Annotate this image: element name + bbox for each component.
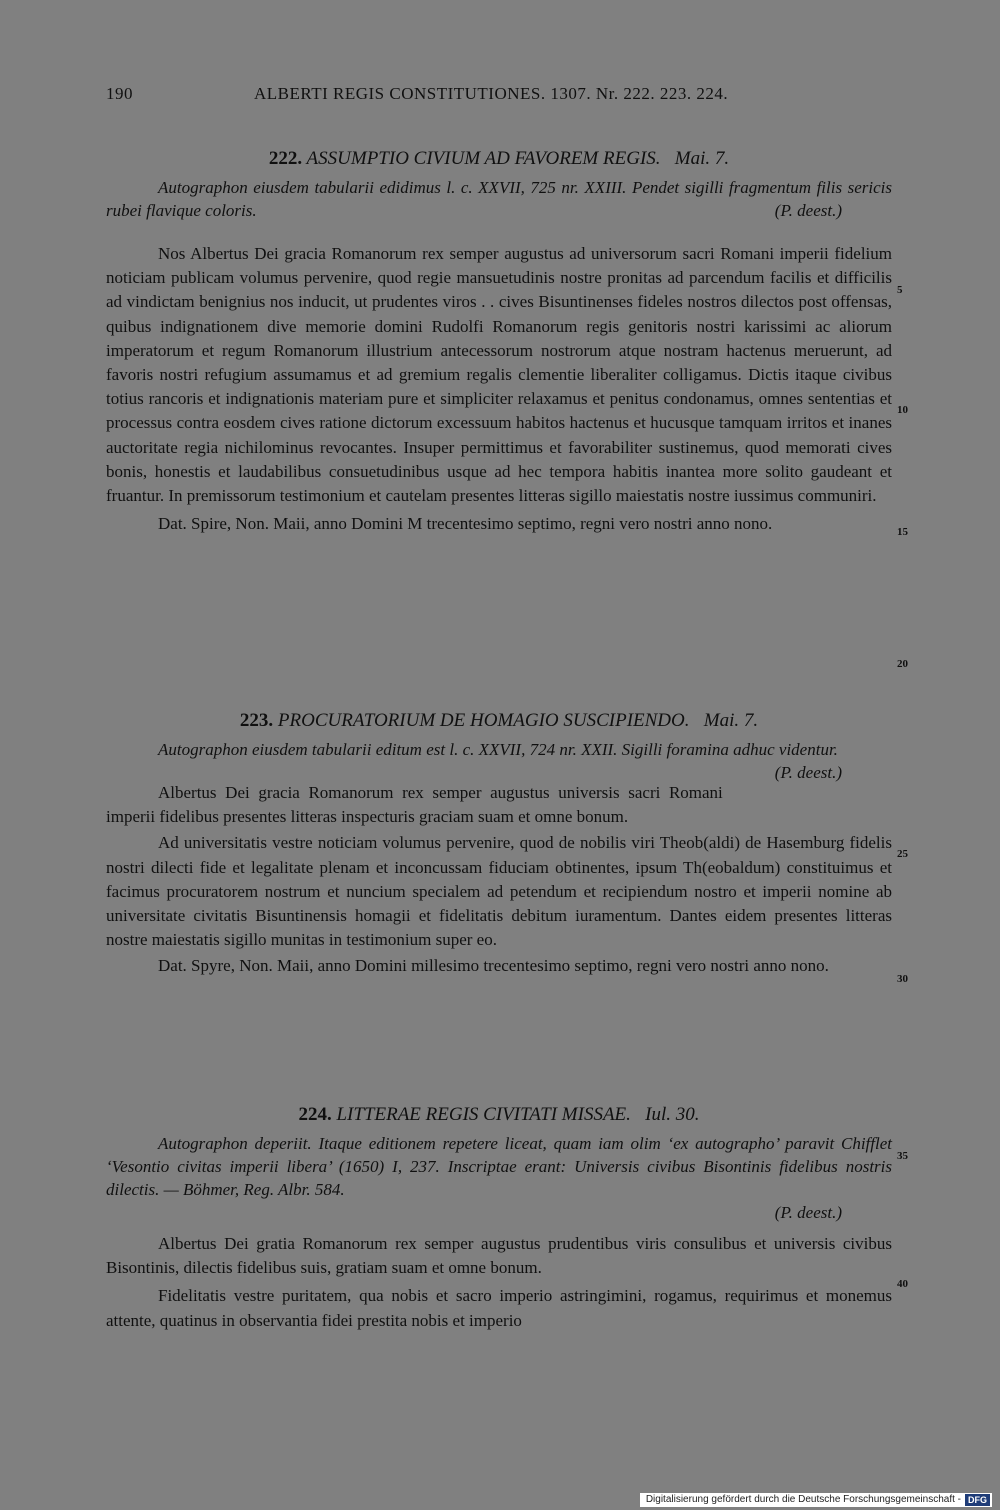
document-title bbox=[106, 710, 892, 732]
document-number: 224. bbox=[298, 1104, 332, 1125]
document-date: Iul. 30. bbox=[645, 1104, 700, 1125]
text-paragraph: Albertus Dei gratia Romanorum rex semper augustus prudentibus viris consulibus et universis civibus Bisontinis, dilectis fidelibus suis, gratiam suam et omne bonum. bbox=[106, 1234, 892, 1278]
text-paragraph: Fidelitatis vestre puritatem, qua nobis et sacro imperio astringimini, rogamus, requirimus et monemus attente, quatinus in observantia fidei prestita nobis et imperio bbox=[106, 1286, 892, 1330]
dfg-logo: DFG bbox=[965, 1494, 990, 1506]
line-number: 30 bbox=[897, 973, 908, 985]
note-text: Autographon eiusdem tabularii editum est l. c. XXVII, 724 nr. XXII. Sigilli foramina adhuc videntur. bbox=[158, 740, 838, 759]
dating-clause: Dat. Spire, Non. Maii, anno Domini M trecentesimo septimo, regni vero nostri anno nono. bbox=[158, 514, 773, 534]
text-paragraph: Ad universitatis vestre noticiam volumus pervenire, quod de nobilis viri Theob(aldi) de Hasemburg fidelis nostri dilecti fide et legalitate plenam et inconcussam fiduciam obtinentes, ipsum Th(eobaldum) constituimus et facimus procuratorem nostrum et nuncium specialem ad petendum et recipiendum nostro et imperii nomine ab universitate civitatis Bisuntinensis homagii et fidelitatis debitum iuramentum. Dantes eidem presentes litteras nostre maiestatis sigillo munitas in testimonium super eo. bbox=[106, 833, 892, 950]
document-text bbox=[106, 242, 892, 536]
document-heading: PROCURATORIUM DE HOMAGIO SUSCIPIENDO. bbox=[277, 710, 690, 731]
document-date: Mai. 7. bbox=[674, 148, 730, 169]
document-222 bbox=[106, 148, 892, 536]
line-number: 5 bbox=[897, 284, 903, 296]
text-paragraph: Albertus Dei gracia Romanorum rex semper augustus universis sacri Romani imperii fidelibus presentes litteras inspecturis graciam suam et omne bonum. bbox=[106, 783, 723, 827]
document-title bbox=[106, 1104, 892, 1126]
note-text: Autographon deperiit. Itaque editionem repetere liceat, quam iam olim ‘ex autographo’ paravit Chifflet ‘Vesontio civitas imperii libera’ (1650) I, 237. Inscriptae erant: Universis civibus Bisontinis fidelibus nostris dilectis. — Böhmer, Reg. Albr. 584. bbox=[106, 1134, 892, 1199]
document-date: Mai. 7. bbox=[703, 710, 759, 731]
document-number: 222. bbox=[268, 148, 303, 169]
document-title bbox=[106, 148, 892, 170]
pdeest-label: (P. deest.) bbox=[774, 201, 842, 220]
text-paragraph: Nos Albertus Dei gracia Romanorum rex semper augustus ad universorum sacri Romani imperii fidelium noticiam publicam volumus pervenire, quod regie mansuetudinis nostre pronitas ad parcendum facilis et difficilis ad vindictam benignius nos inducit, ut prudentes viros . . cives Bisuntinenses fideles nostros dilectos post offensas, quibus indignationem dive memorie domini Rudolfi Romanorum regis genitoris nostri karissimi ac aliorum imperatorum et regum Romanorum illustrium antecessorum nostrorum atque nostram hactenus meruerunt, ad favoris nostri refugium assumamus et ad gremium regalis clementie liberaliter colligamus. Dictis itaque civibus totius rancoris et indignationis materiam pure et simpliciter relaxamus et penitus condonamus, omnes sententias et processus contra eosdem cives ratione dictorum excessuum habitos hactenus et hucusque tamquam irritos et inanes auctoritate regia nichilominus revocantes. Insuper permittimus et favorabiliter sustinemus, quod memorati cives bonis, honestis et laudabilibus consuetudinibus usque ad hec tempora habitis inantea more solito gaudeant et fruantur. In premissorum testimonium et cautelam presentes litteras sigillo maiestatis nostre iussimus communiri. bbox=[106, 244, 892, 506]
line-number: 35 bbox=[897, 1150, 908, 1162]
line-number: 10 bbox=[897, 404, 908, 416]
document-text bbox=[106, 1232, 892, 1333]
pdeest-label: (P. deest.) bbox=[774, 1203, 842, 1222]
running-header bbox=[106, 84, 896, 108]
running-title: ALBERTI REGIS CONSTITUTIONES. 1307. Nr. 222. 223. 224. bbox=[254, 84, 729, 103]
document-text bbox=[106, 781, 892, 979]
dating-clause: Dat. Spyre, Non. Maii, anno Domini millesimo trecentesimo septimo, regni vero nostri anno nono. bbox=[158, 956, 829, 976]
editorial-note bbox=[106, 738, 892, 782]
line-number: 25 bbox=[897, 848, 908, 860]
funding-footer bbox=[640, 1493, 992, 1507]
editorial-note bbox=[106, 1132, 892, 1224]
pdeest-label: (P. deest.) bbox=[774, 763, 842, 782]
line-number: 15 bbox=[897, 526, 908, 538]
footer-text: Digitalisierung gefördert durch die Deutsche Forschungsgemeinschaft - bbox=[645, 1494, 961, 1505]
document-heading: LITTERAE REGIS CIVITATI MISSAE. bbox=[336, 1104, 631, 1125]
line-number: 40 bbox=[897, 1278, 908, 1290]
document-224 bbox=[106, 1104, 892, 1333]
page-number: 190 bbox=[106, 84, 133, 103]
line-number: 20 bbox=[897, 658, 908, 670]
document-heading: ASSUMPTIO CIVIUM AD FAVOREM REGIS. bbox=[306, 148, 661, 169]
document-number: 223. bbox=[239, 710, 274, 731]
editorial-note bbox=[106, 176, 892, 222]
document-223 bbox=[106, 710, 892, 979]
note-text: Autographon eiusdem tabularii edidimus l. c. XXVII, 725 nr. XXIII. Pendet sigilli fragmentum filis sericis rubei flavique coloris. bbox=[106, 178, 892, 220]
